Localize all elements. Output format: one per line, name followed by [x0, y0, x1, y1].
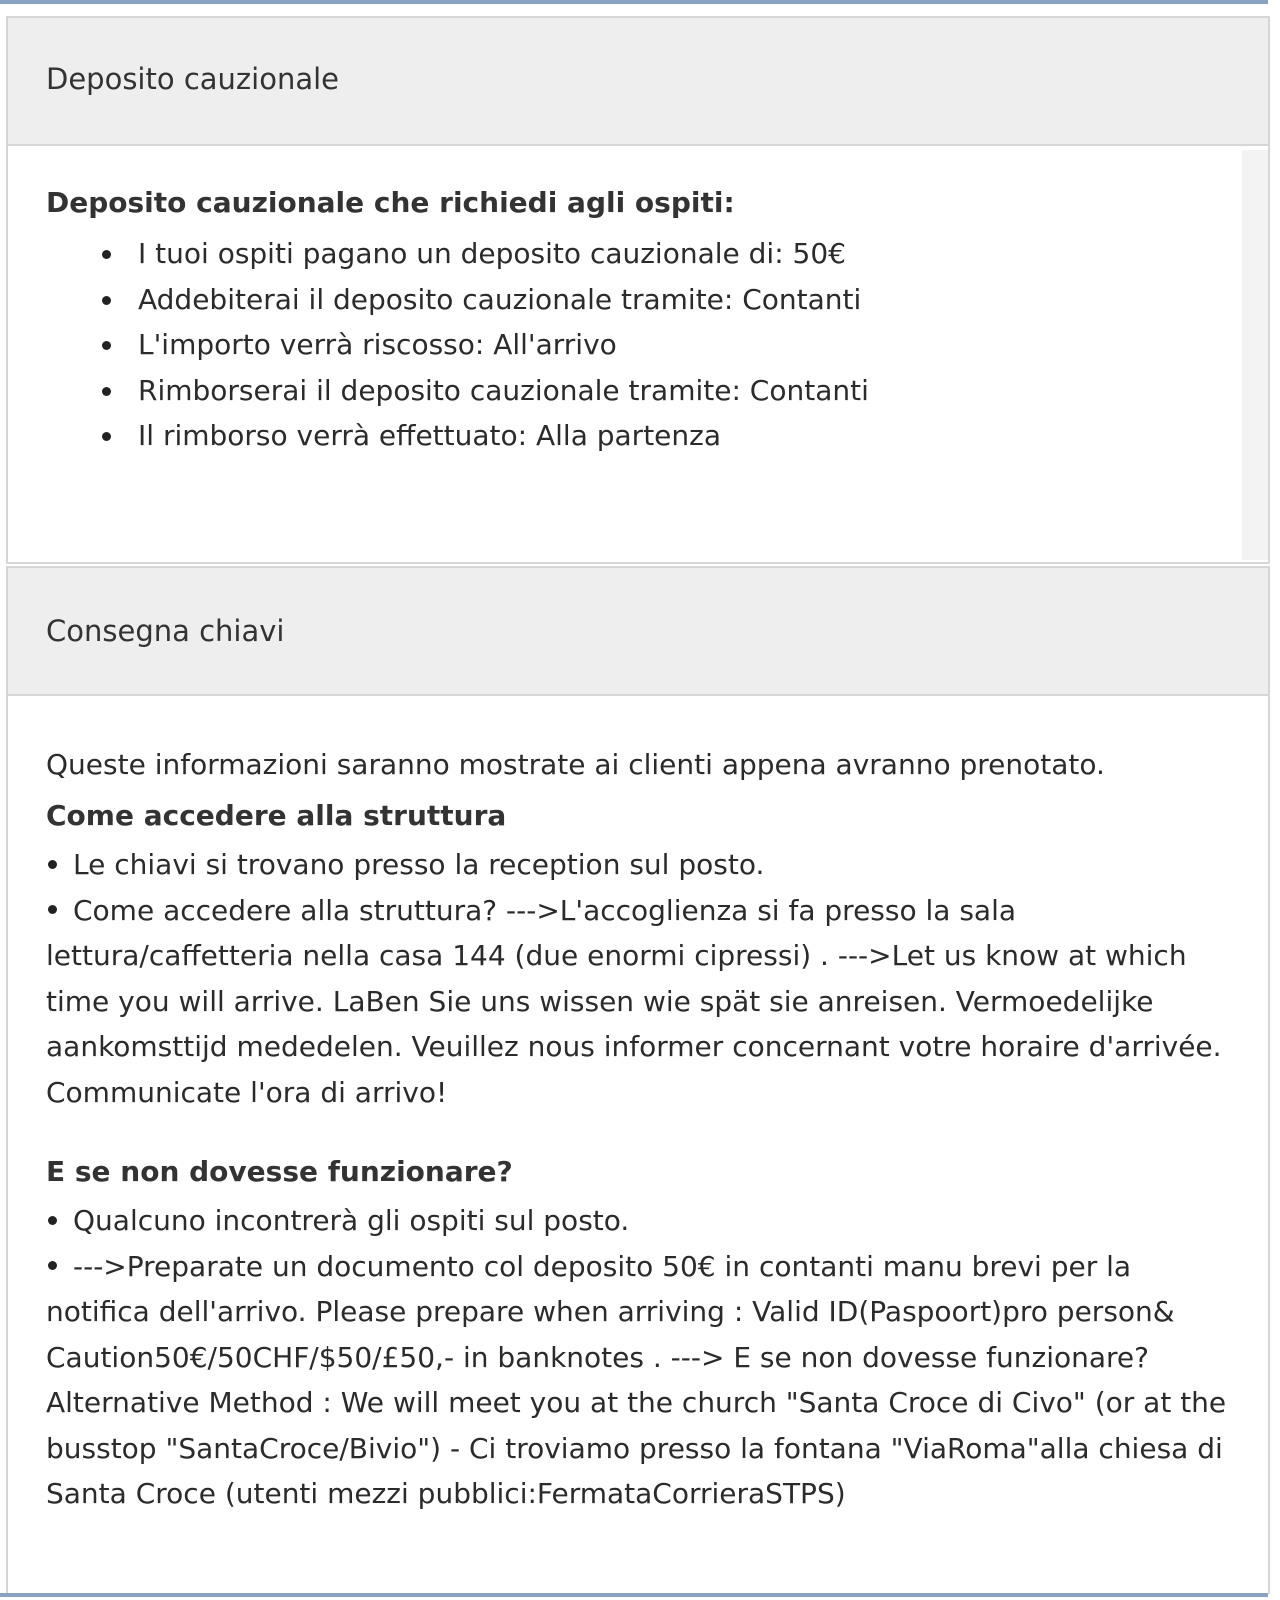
- deposit-item-refund-method: Rimborserai il deposito cauzionale tramite: Contanti: [102, 368, 1234, 414]
- deposit-item-collection-time: L'importo verrà riscosso: All'arrivo: [102, 322, 1234, 368]
- deposit-panel: [6, 16, 1270, 564]
- deposit-item-refund-time: Il rimborso verrà effettuato: Alla partenza: [102, 413, 1234, 459]
- fallback-item: [46, 1198, 1234, 1244]
- deposit-item-amount: I tuoi ospiti pagano un deposito cauzionale di: 50€: [102, 231, 1234, 277]
- top-border: [0, 0, 1268, 4]
- bullet-icon: [48, 905, 57, 914]
- key-collection-panel-body: [8, 696, 1268, 1517]
- bottom-border: [0, 1593, 1268, 1597]
- deposit-item-charge-method: Addebiterai il deposito cauzionale tramite: Contanti: [102, 277, 1234, 323]
- deposit-list: [46, 231, 1234, 459]
- key-collection-intro: Queste informazioni saranno mostrate ai clienti appena avranno prenotato.: [46, 748, 1105, 781]
- bullet-icon: [48, 1261, 57, 1270]
- fallback-item-text: --->Preparate un documento col deposito 50€ in contanti manu brevi per la notifica dell'arrivo. Please prepare when arriving : Valid ID(Paspoort)pro person& Caution50€/50CHF/$50/£50,- in banknotes . ---> E se non dovesse funzionare? Alternative Method : We will meet you at the church "Santa Croce di Civo" (or at the busstop "SantaCroce/Bivio") - Ci troviamo presso la fontana "ViaRoma"alla chiesa di Santa Croce (utenti mezzi pubblici:FermataCorrieraSTPS): [46, 1249, 1227, 1510]
- fallback-heading: E se non dovesse funzionare?: [46, 1155, 513, 1188]
- deposit-subheading: Deposito cauzionale che richiedi agli ospiti:: [46, 186, 735, 219]
- bullet-icon: [48, 860, 57, 869]
- fallback-item: [46, 1244, 1234, 1517]
- panel-edge-shade: [1242, 150, 1268, 560]
- access-item: [46, 842, 1234, 888]
- deposit-panel-title: Deposito cauzionale: [8, 18, 1268, 146]
- key-collection-panel: [6, 566, 1270, 1594]
- bullet-icon: [48, 1216, 57, 1225]
- access-heading: Come accedere alla struttura: [46, 799, 507, 832]
- access-item-text: Come accedere alla struttura? --->L'accoglienza si fa presso la sala lettura/caffetteria nella casa 144 (due enormi cipressi) . --->Let us know at which time you will arrive. LaBen Sie uns wissen wie spät sie anreisen. Vermoedelijke aankomsttijd mededelen. Veuillez nous informer concernant votre horaire d'arrivée. Communicate l'ora di arrivo!: [46, 893, 1222, 1109]
- access-item-text: Le chiavi si trovano presso la reception sul posto.: [73, 848, 765, 881]
- fallback-item-text: Qualcuno incontrerà gli ospiti sul posto.: [73, 1204, 630, 1237]
- key-collection-panel-title: Consegna chiavi: [8, 568, 1268, 696]
- access-item: [46, 888, 1234, 1116]
- deposit-panel-body: [8, 146, 1268, 459]
